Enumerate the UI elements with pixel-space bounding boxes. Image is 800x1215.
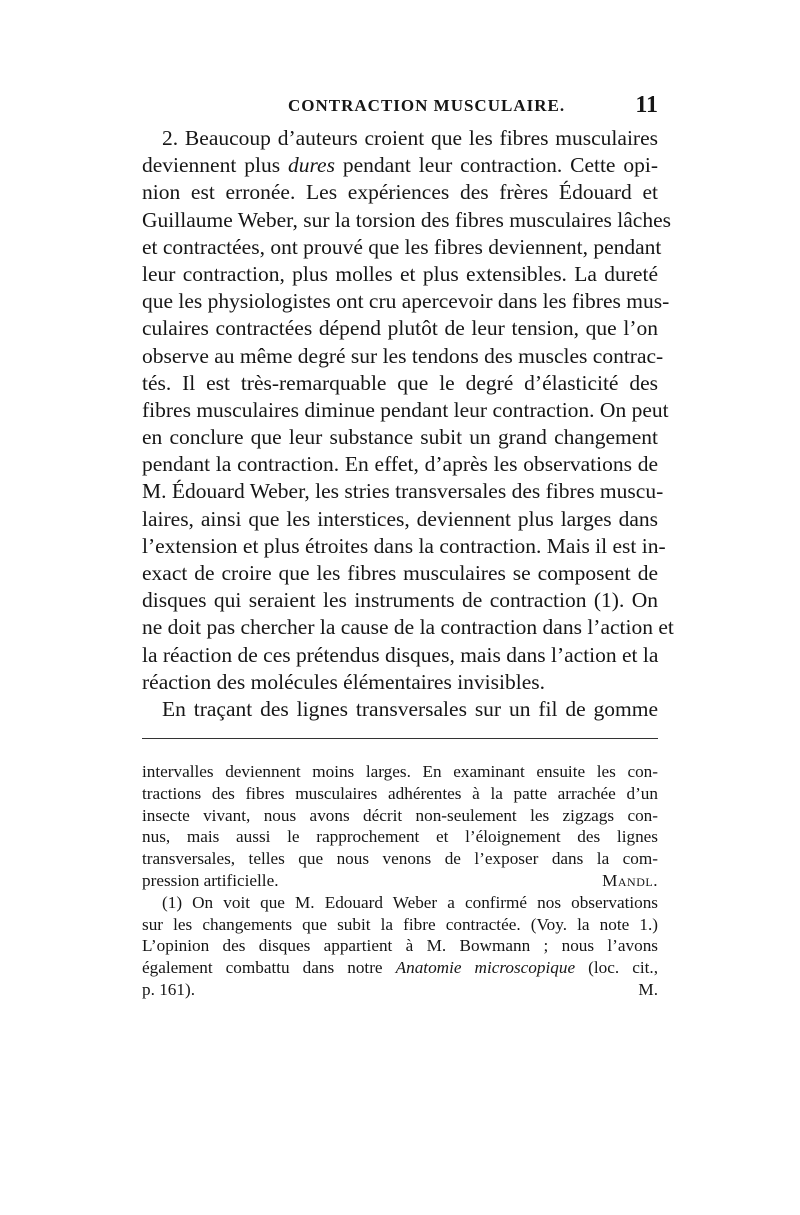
body-line: en conclure que leur substance subit un grand changement xyxy=(142,425,658,450)
emphasis-dures: dures xyxy=(287,153,335,178)
footnote-text-segment: (loc. cit., xyxy=(575,958,658,978)
body-line: disques qui seraient les instruments de contraction (1). On xyxy=(142,588,658,613)
footnote-line xyxy=(142,957,658,979)
body-line xyxy=(142,152,658,179)
body-text-segment: deviennent plus xyxy=(142,153,288,178)
body-line: 2. Beaucoup d’auteurs croient que les fibres musculaires xyxy=(162,126,658,150)
footnote-signature-mandl: Mandl. xyxy=(602,870,658,890)
body-line: la réaction de ces prétendus disques, mais dans l’action et la xyxy=(142,642,659,667)
footnote-line: nus, mais aussi le rapprochement et l’éloignement des lignes xyxy=(142,827,658,847)
body-line: En traçant des lignes transversales sur un fil de gomme xyxy=(162,696,658,721)
footnote-separator xyxy=(142,738,658,739)
page-number: 11 xyxy=(635,92,658,118)
running-head xyxy=(140,92,660,120)
body-line: M. Édouard Weber, les stries transversales des fibres muscu- xyxy=(142,479,664,504)
body-line: culaires contractées dépend plutôt de leur tension, que l’on xyxy=(142,316,658,341)
body-line: exact de croire que les fibres musculaires se composent de xyxy=(142,561,658,585)
body-line: ne doit pas chercher la cause de la contraction dans l’action et xyxy=(142,615,674,640)
footnote-line: sur les changements que subit la fibre contractée. (Voy. la note 1.) xyxy=(142,914,658,934)
body-line: observe au même degré sur les tendons des muscles contrac- xyxy=(142,343,664,368)
book-title-anatomie-microscopique: Anatomie microscopique xyxy=(395,958,576,978)
body-line: leur contraction, plus molles et plus extensibles. La dureté xyxy=(142,261,658,286)
footnote-signature-m: M. xyxy=(638,979,658,999)
body-line: réaction des molécules élémentaires invisibles. xyxy=(142,669,545,694)
body-line: pendant la contraction. En effet, d’après les observations de xyxy=(142,452,658,477)
running-title: CONTRACTION MUSCULAIRE. xyxy=(288,96,566,115)
body-line: l’extension et plus étroites dans la contraction. Mais il est in- xyxy=(142,533,666,558)
main-text xyxy=(142,125,674,723)
footnote-text-segment: également combattu dans notre xyxy=(142,958,396,978)
body-line: que les physiologistes ont cru apercevoir dans les fibres mus- xyxy=(142,289,670,314)
body-line: Guillaume Weber, sur la torsion des fibres musculaires lâches xyxy=(142,207,671,232)
body-line: laires, ainsi que les interstices, deviennent plus larges dans xyxy=(142,506,658,531)
footnote-line: tractions des fibres musculaires adhérentes à la patte arrachée d’un xyxy=(142,783,658,803)
footnote-line: transversales, telles que nous venons de l’exposer dans la com- xyxy=(142,849,658,869)
body-line: et contractées, ont prouvé que les fibres deviennent, pendant xyxy=(142,234,662,259)
body-line: nion est erronée. Les expériences des frères Édouard et xyxy=(142,180,658,205)
footnotes xyxy=(142,761,658,1001)
footnote-line xyxy=(142,870,658,892)
footnote-text-segment: p. 161). xyxy=(142,979,195,999)
footnote-line: L’opinion des disques appartient à M. Bowmann ; nous l’avons xyxy=(142,936,658,956)
body-line: tés. Il est très-remarquable que le degré d’élasticité des xyxy=(142,370,658,395)
body-line: fibres musculaires diminue pendant leur contraction. On peut xyxy=(142,397,669,422)
footnote-text-segment: pression artificielle. xyxy=(142,870,279,890)
footnote-line: intervalles deviennent moins larges. En examinant ensuite les con- xyxy=(142,762,658,781)
footnote-line: insecte vivant, nous avons décrit non-seulement les zigzags con- xyxy=(142,805,658,825)
footnote-line xyxy=(142,979,658,1001)
footnote-line: (1) On voit que M. Edouard Weber a confirmé nos observations xyxy=(162,892,658,912)
body-text-segment: pendant leur contraction. Cette opi- xyxy=(334,153,659,178)
